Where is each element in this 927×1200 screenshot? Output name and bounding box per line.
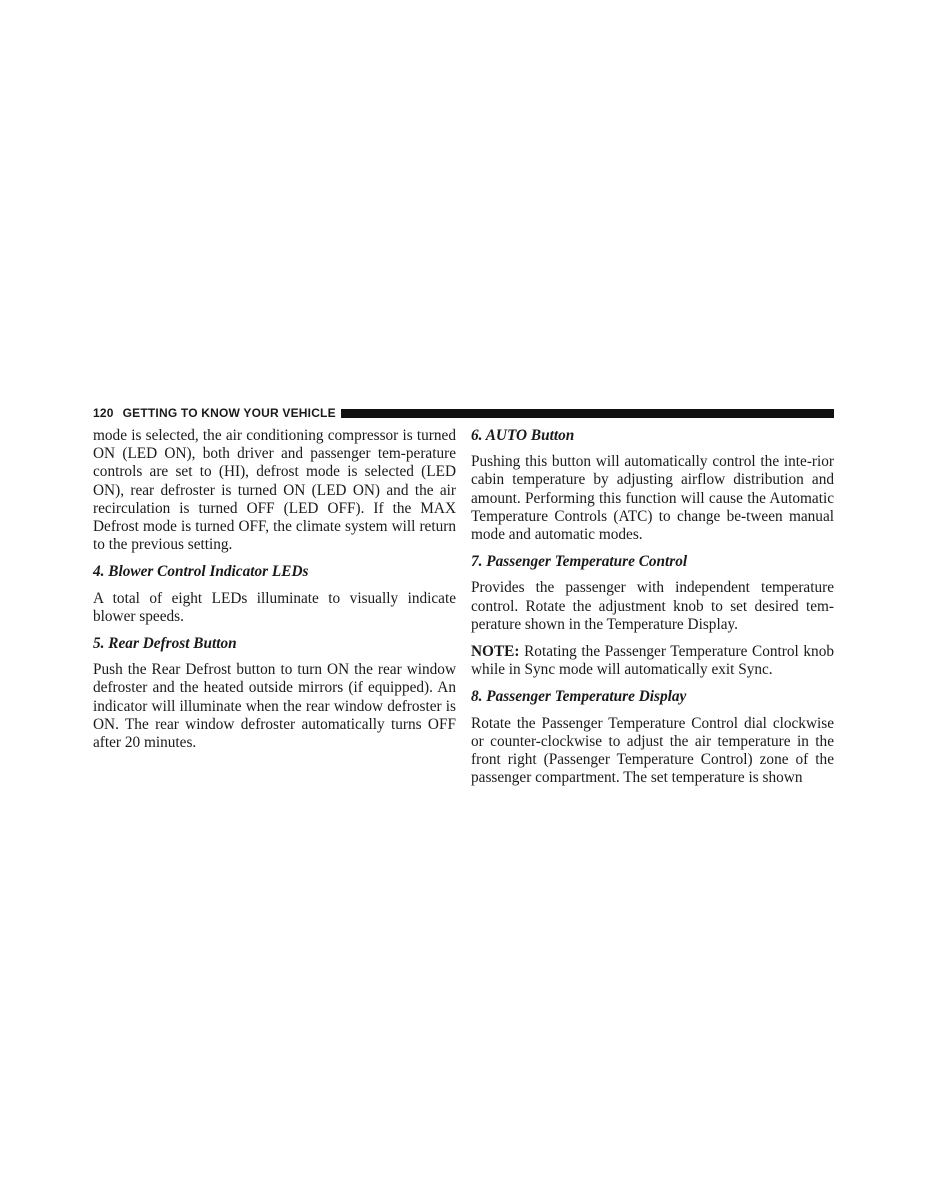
note-body: Rotating the Passenger Temperature Control knob while in Sync mode will automatically exit Sync. — [471, 643, 834, 679]
left-column — [93, 427, 456, 761]
section-title: GETTING TO KNOW YOUR VEHICLE — [122, 406, 336, 420]
header-rule — [341, 409, 834, 418]
section-4-body: A total of eight LEDs illuminate to visually indicate blower speeds. — [93, 589, 456, 625]
page-header — [93, 405, 834, 421]
intro-paragraph: mode is selected, the air conditioning compressor is turned ON (LED ON), both driver and passenger tem-perature controls are set to (HI), defrost mode is selected (LED ON), rear defroster is turned ON (LED ON) and the air recirculation is turned OFF (LED OFF). If the MAX Defrost mode is turned OFF, the climate system will return to the previous setting. — [93, 427, 456, 554]
note-label: NOTE: — [471, 643, 520, 661]
section-5-heading: 5. Rear Defrost Button — [93, 635, 237, 653]
right-column — [471, 427, 834, 796]
section-4-heading: 4. Blower Control Indicator LEDs — [93, 563, 309, 581]
page-number: 120 — [93, 406, 114, 420]
section-7-heading: 7. Passenger Temperature Control — [471, 553, 688, 571]
note-paragraph — [471, 643, 834, 679]
section-6-body: Pushing this button will automatically control the inte-rior cabin temperature by adjusting airflow distribution and amount. Performing this function will cause the Automatic Temperature Controls (ATC) to change be-tween manual mode and automatic modes. — [471, 453, 834, 544]
section-6-heading: 6. AUTO Button — [471, 427, 575, 444]
section-8-body: Rotate the Passenger Temperature Control dial clockwise or counter-clockwise to adjust the air temperature in the front right (Passenger Temperature Control) zone of the passenger compartment. The set temperature is shown — [471, 714, 834, 787]
section-5-body: Push the Rear Defrost button to turn ON the rear window defroster and the heated outside mirrors (if equipped). An indicator will illuminate when the rear window defroster is ON. The rear window defroster automatically turns OFF after 20 minutes. — [93, 661, 456, 752]
section-8-heading: 8. Passenger Temperature Display — [471, 688, 687, 706]
section-7-body: Provides the passenger with independent temperature control. Rotate the adjustment knob to set desired tem-perature shown in the Temperature Display. — [471, 579, 834, 633]
